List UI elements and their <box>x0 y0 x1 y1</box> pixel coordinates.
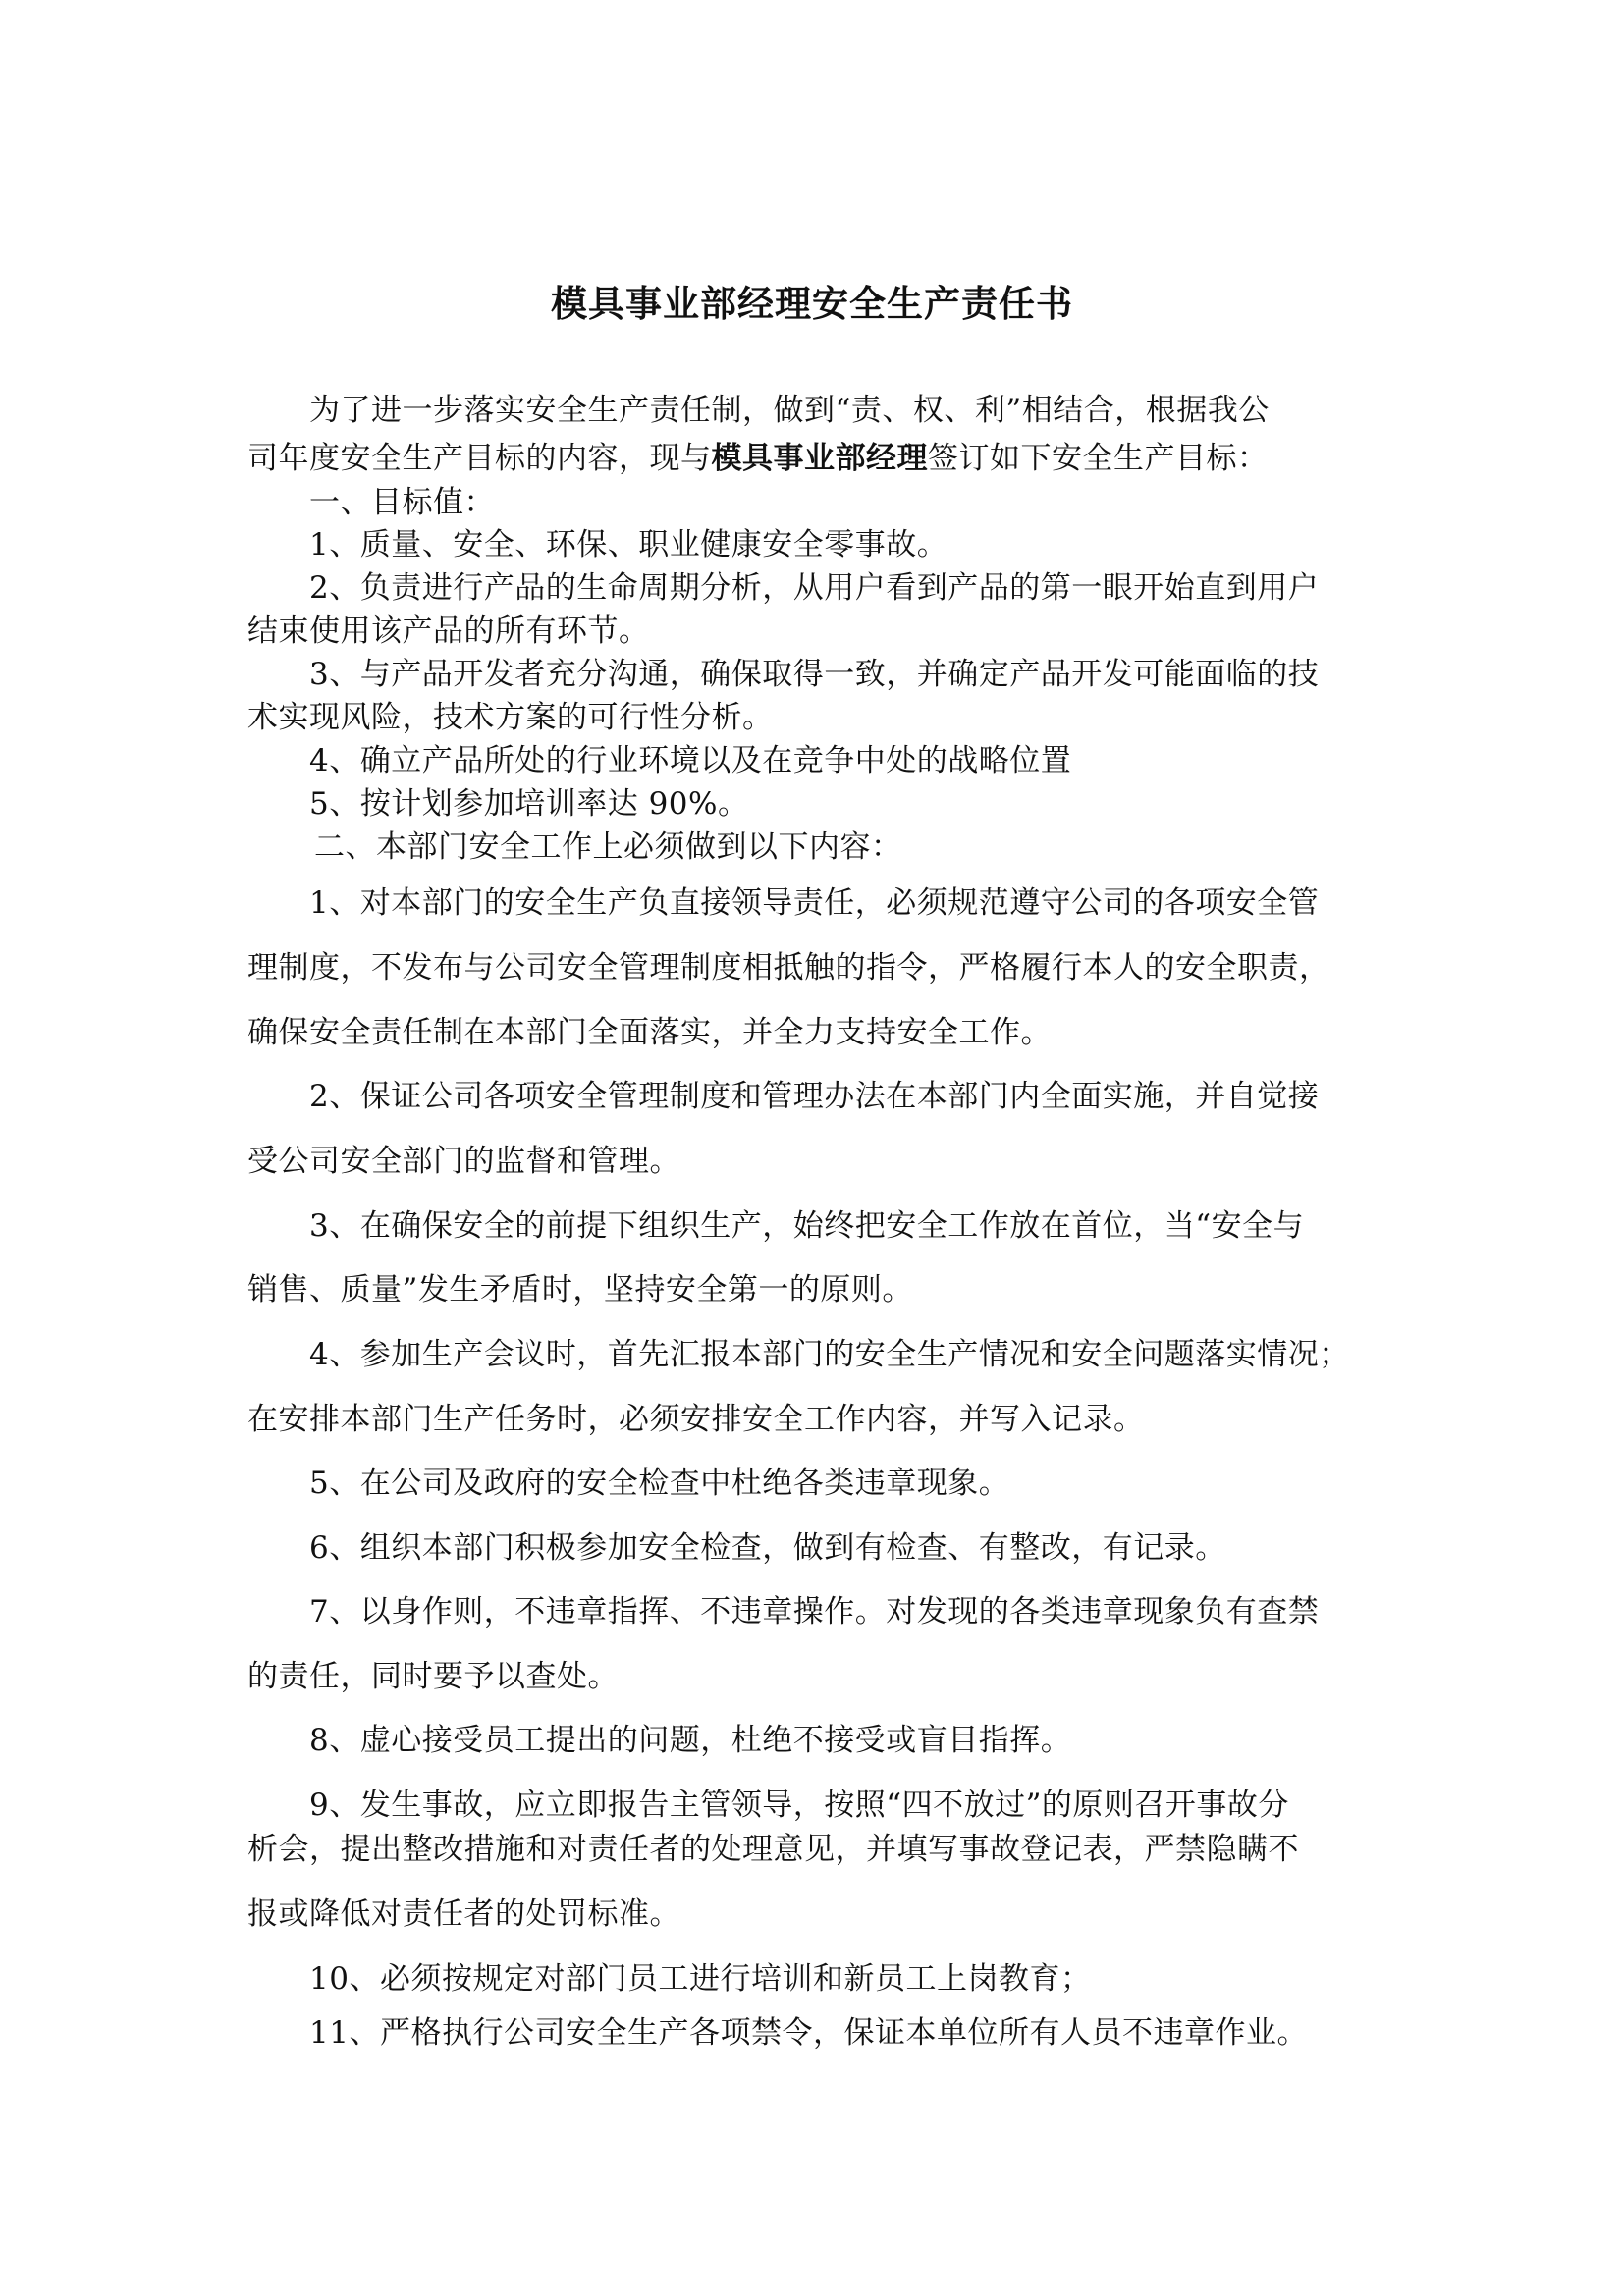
target-item-4: 4、确立产品所处的行业环境以及在竞争中处的战略位置 <box>309 743 1072 778</box>
duty-item-3-line-2: 销售、质量”发生矛盾时，坚持安全第一的原则。 <box>247 1272 913 1308</box>
intro-line-1: 为了进一步落实安全生产责任制，做到“责、权、利”相结合，根据我公 <box>309 393 1270 428</box>
target-item-1: 1、质量、安全、环保、职业健康安全零事故。 <box>309 527 948 562</box>
duty-item-7-line-1: 7、以身作则，不违章指挥、不违章操作。对发现的各类违章现象负有查禁 <box>309 1594 1320 1629</box>
duty-item-1-line-2: 理制度，不发布与公司安全管理制度相抵触的指令，严格履行本人的安全职责， <box>247 950 1330 986</box>
duty-item-1-line-3: 确保安全责任制在本部门全面落实，并全力支持安全工作。 <box>247 1015 1052 1050</box>
duty-item-4-line-1: 4、参加生产会议时，首先汇报本部门的安全生产情况和安全问题落实情况； <box>309 1337 1350 1372</box>
duty-item-7-line-2: 的责任，同时要予以查处。 <box>247 1659 619 1694</box>
duty-item-2-line-1: 2、保证公司各项安全管理制度和管理办法在本部门内全面实施，并自觉接 <box>309 1079 1320 1114</box>
intro-line-2 <box>247 439 1269 478</box>
duty-item-4-line-2: 在安排本部门生产任务时，必须安排安全工作内容，并写入记录。 <box>247 1402 1145 1437</box>
target-item-2-line-2: 结束使用该产品的所有环节。 <box>247 614 650 649</box>
intro-line-2-post: 签订如下安全生产目标： <box>928 441 1269 476</box>
party-name-bold: 模具事业部经理 <box>711 441 928 476</box>
target-item-3-line-2: 术实现风险，技术方案的可行性分析。 <box>247 700 774 735</box>
section-1-heading: 一、目标值： <box>309 485 495 520</box>
duty-item-9-line-3: 报或降低对责任者的处罚标准。 <box>247 1896 680 1932</box>
duty-item-10: 10、必须按规定对部门员工进行培训和新员工上岗教育； <box>309 1961 1092 1997</box>
page-title: 模具事业部经理安全生产责任书 <box>551 282 1073 325</box>
intro-line-2-pre: 司年度安全生产目标的内容，现与 <box>247 441 712 476</box>
duty-item-2-line-2: 受公司安全部门的监督和管理。 <box>247 1144 680 1179</box>
target-item-5: 5、按计划参加培训率达 90%。 <box>309 786 749 822</box>
duty-item-11: 11、严格执行公司安全生产各项禁令，保证本单位所有人员不违章作业。 <box>309 2015 1308 2051</box>
duty-item-8: 8、虚心接受员工提出的问题，杜绝不接受或盲目指挥。 <box>309 1723 1072 1758</box>
duty-item-1-line-1: 1、对本部门的安全生产负直接领导责任，必须规范遵守公司的各项安全管 <box>309 885 1320 921</box>
target-item-2-line-1: 2、负责进行产品的生命周期分析，从用户看到产品的第一眼开始直到用户 <box>309 570 1320 606</box>
duty-item-3-line-1: 3、在确保安全的前提下组织生产，始终把安全工作放在首位，当“安全与 <box>309 1208 1305 1244</box>
duty-item-6: 6、组织本部门积极参加安全检查，做到有检查、有整改，有记录。 <box>309 1530 1226 1566</box>
target-item-3-line-1: 3、与产品开发者充分沟通，确保取得一致，并确定产品开发可能面临的技 <box>309 657 1320 692</box>
section-2-heading: 二、本部门安全工作上必须做到以下内容： <box>314 829 902 865</box>
duty-item-5: 5、在公司及政府的安全检查中杜绝各类违章现象。 <box>309 1466 1010 1501</box>
duty-item-9-line-2: 析会，提出整改措施和对责任者的处理意见，并填写事故登记表，严禁隐瞒不 <box>247 1832 1299 1867</box>
duty-item-9-line-1: 9、发生事故，应立即报告主管领导，按照“四不放过”的原则召开事故分 <box>309 1788 1289 1823</box>
